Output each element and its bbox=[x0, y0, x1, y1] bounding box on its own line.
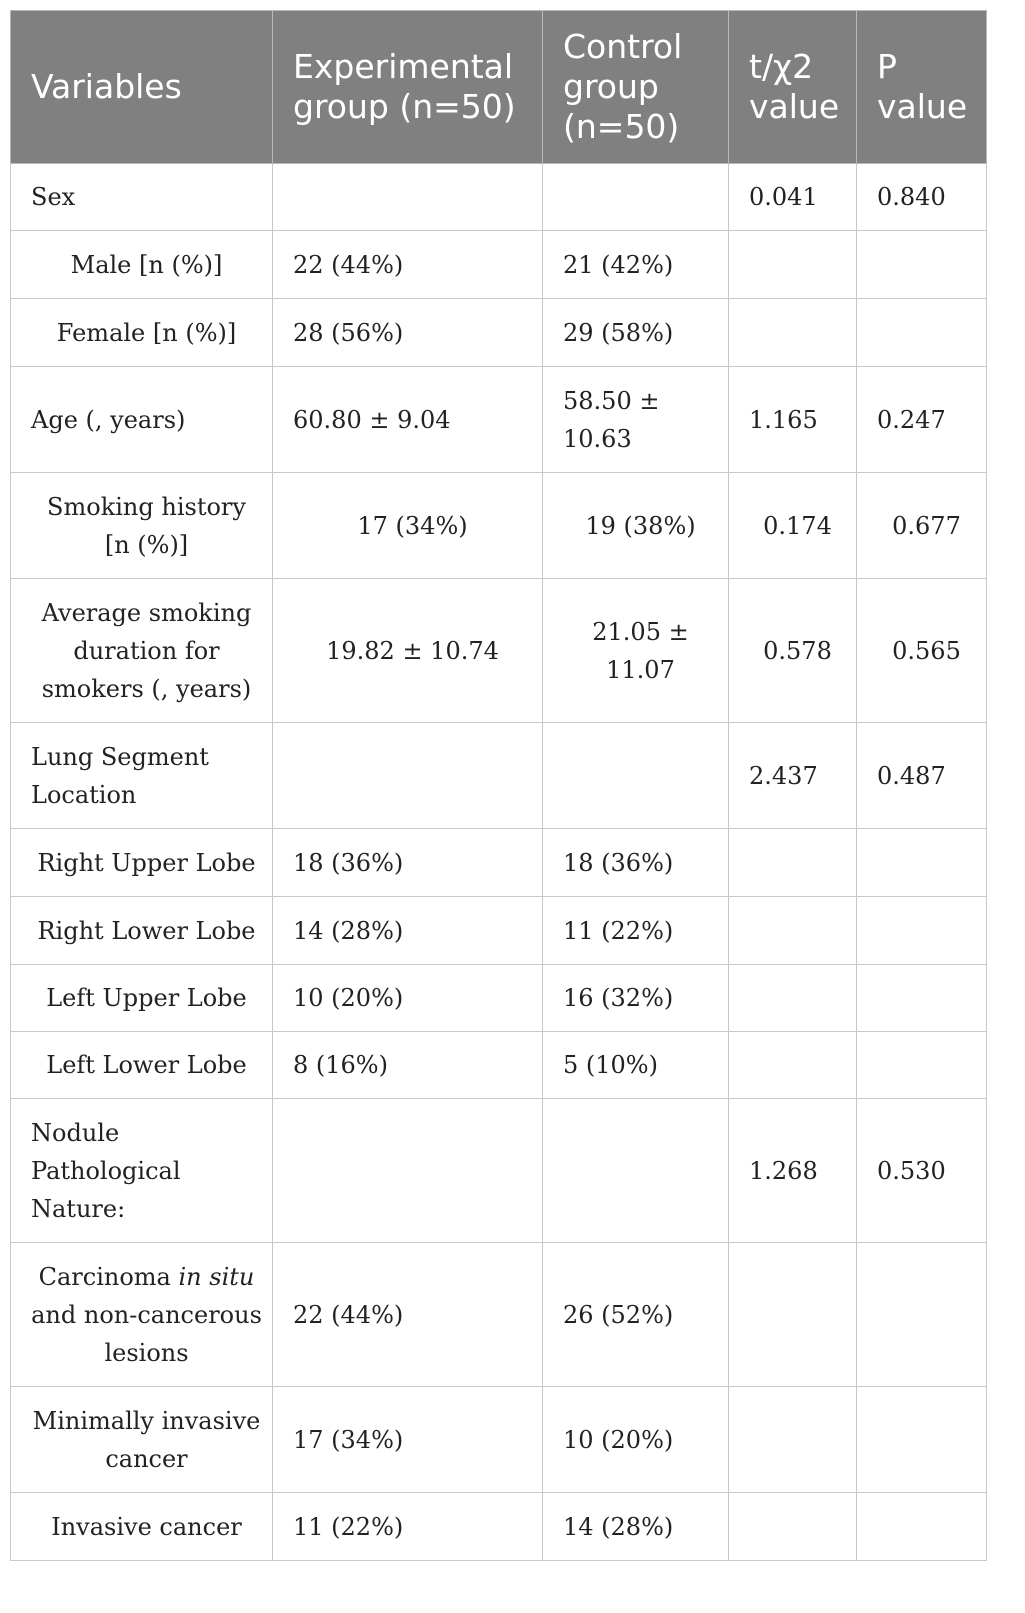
table-row bbox=[11, 1099, 987, 1243]
p-value-cell: 0.677 bbox=[857, 473, 987, 579]
experimental-cell: 8 (16%) bbox=[273, 1032, 543, 1099]
t-value-cell bbox=[729, 1032, 857, 1099]
t-value-cell: 0.174 bbox=[729, 473, 857, 579]
table-row bbox=[11, 1032, 987, 1099]
t-value-cell: 0.041 bbox=[729, 164, 857, 231]
t-value-cell: 1.268 bbox=[729, 1099, 857, 1243]
p-value-cell: 0.530 bbox=[857, 1099, 987, 1243]
variable-cell: Female [n (%)] bbox=[11, 299, 273, 367]
experimental-cell: 19.82 ± 10.74 bbox=[273, 579, 543, 723]
t-value-cell: 0.578 bbox=[729, 579, 857, 723]
experimental-cell: 22 (44%) bbox=[273, 1243, 543, 1387]
experimental-cell: 60.80 ± 9.04 bbox=[273, 367, 543, 473]
t-value-cell bbox=[729, 1243, 857, 1387]
table-row bbox=[11, 367, 987, 473]
variable-cell: Smoking history [n (%)] bbox=[11, 473, 273, 579]
variable-cell: Lung Segment Location bbox=[11, 723, 273, 829]
control-cell: 21 (42%) bbox=[543, 231, 729, 299]
header-variables: Variables bbox=[11, 11, 273, 164]
control-cell: 5 (10%) bbox=[543, 1032, 729, 1099]
control-cell: 11 (22%) bbox=[543, 897, 729, 965]
p-value-cell: 0.487 bbox=[857, 723, 987, 829]
variable-italic: in situ bbox=[178, 1262, 255, 1291]
control-cell bbox=[543, 1099, 729, 1243]
t-value-cell bbox=[729, 1387, 857, 1493]
table-row bbox=[11, 829, 987, 897]
table-row bbox=[11, 473, 987, 579]
experimental-cell: 10 (20%) bbox=[273, 965, 543, 1032]
p-value-cell bbox=[857, 965, 987, 1032]
control-cell bbox=[543, 164, 729, 231]
p-value-cell bbox=[857, 1243, 987, 1387]
p-value-cell bbox=[857, 897, 987, 965]
control-cell: 16 (32%) bbox=[543, 965, 729, 1032]
variable-cell bbox=[11, 1243, 273, 1387]
header-t-chi2-value: t/χ2 value bbox=[729, 11, 857, 164]
table-row bbox=[11, 723, 987, 829]
table-row bbox=[11, 1493, 987, 1561]
experimental-cell bbox=[273, 164, 543, 231]
variable-cell: Minimally invasive cancer bbox=[11, 1387, 273, 1493]
p-value-cell bbox=[857, 829, 987, 897]
t-value-cell bbox=[729, 1493, 857, 1561]
experimental-cell bbox=[273, 723, 543, 829]
experimental-cell: 17 (34%) bbox=[273, 473, 543, 579]
variable-cell: Average smoking duration for smokers (, years) bbox=[11, 579, 273, 723]
variable-cell: Age (, years) bbox=[11, 367, 273, 473]
experimental-cell: 14 (28%) bbox=[273, 897, 543, 965]
p-value-cell bbox=[857, 1032, 987, 1099]
table-row bbox=[11, 897, 987, 965]
p-value-cell bbox=[857, 1493, 987, 1561]
control-cell: 18 (36%) bbox=[543, 829, 729, 897]
experimental-cell: 28 (56%) bbox=[273, 299, 543, 367]
experimental-cell: 11 (22%) bbox=[273, 1493, 543, 1561]
baseline-characteristics-table bbox=[10, 10, 987, 1561]
table-row bbox=[11, 231, 987, 299]
t-value-cell: 1.165 bbox=[729, 367, 857, 473]
p-value-cell bbox=[857, 299, 987, 367]
control-cell: 29 (58%) bbox=[543, 299, 729, 367]
t-value-cell bbox=[729, 965, 857, 1032]
variable-cell: Left Upper Lobe bbox=[11, 965, 273, 1032]
table-row bbox=[11, 164, 987, 231]
control-cell: 58.50 ± 10.63 bbox=[543, 367, 729, 473]
t-value-cell bbox=[729, 897, 857, 965]
t-value-cell: 2.437 bbox=[729, 723, 857, 829]
variable-prefix: Carcinoma bbox=[38, 1262, 179, 1291]
control-cell: 10 (20%) bbox=[543, 1387, 729, 1493]
experimental-cell: 22 (44%) bbox=[273, 231, 543, 299]
variable-cell: Right Lower Lobe bbox=[11, 897, 273, 965]
t-value-cell bbox=[729, 299, 857, 367]
p-value-cell bbox=[857, 231, 987, 299]
control-cell: 19 (38%) bbox=[543, 473, 729, 579]
table-row bbox=[11, 299, 987, 367]
header-control-group: Control group (n=50) bbox=[543, 11, 729, 164]
header-p-value: P value bbox=[857, 11, 987, 164]
variable-cell: Sex bbox=[11, 164, 273, 231]
t-value-cell bbox=[729, 829, 857, 897]
table-row bbox=[11, 965, 987, 1032]
p-value-cell: 0.565 bbox=[857, 579, 987, 723]
table-header-row bbox=[11, 11, 987, 164]
variable-cell: Right Upper Lobe bbox=[11, 829, 273, 897]
variable-cell: Male [n (%)] bbox=[11, 231, 273, 299]
control-cell: 14 (28%) bbox=[543, 1493, 729, 1561]
variable-cell: Invasive cancer bbox=[11, 1493, 273, 1561]
t-value-cell bbox=[729, 231, 857, 299]
p-value-cell bbox=[857, 1387, 987, 1493]
p-value-cell: 0.840 bbox=[857, 164, 987, 231]
p-value-cell: 0.247 bbox=[857, 367, 987, 473]
variable-cell: Nodule Pathological Nature: bbox=[11, 1099, 273, 1243]
experimental-cell: 18 (36%) bbox=[273, 829, 543, 897]
variable-cell: Left Lower Lobe bbox=[11, 1032, 273, 1099]
control-cell: 26 (52%) bbox=[543, 1243, 729, 1387]
experimental-cell bbox=[273, 1099, 543, 1243]
table-row bbox=[11, 579, 987, 723]
control-cell bbox=[543, 723, 729, 829]
experimental-cell: 17 (34%) bbox=[273, 1387, 543, 1493]
header-experimental-group: Experimental group (n=50) bbox=[273, 11, 543, 164]
table-row bbox=[11, 1243, 987, 1387]
variable-suffix: and non-cancerous lesions bbox=[31, 1300, 262, 1367]
table-row bbox=[11, 1387, 987, 1493]
control-cell: 21.05 ± 11.07 bbox=[543, 579, 729, 723]
